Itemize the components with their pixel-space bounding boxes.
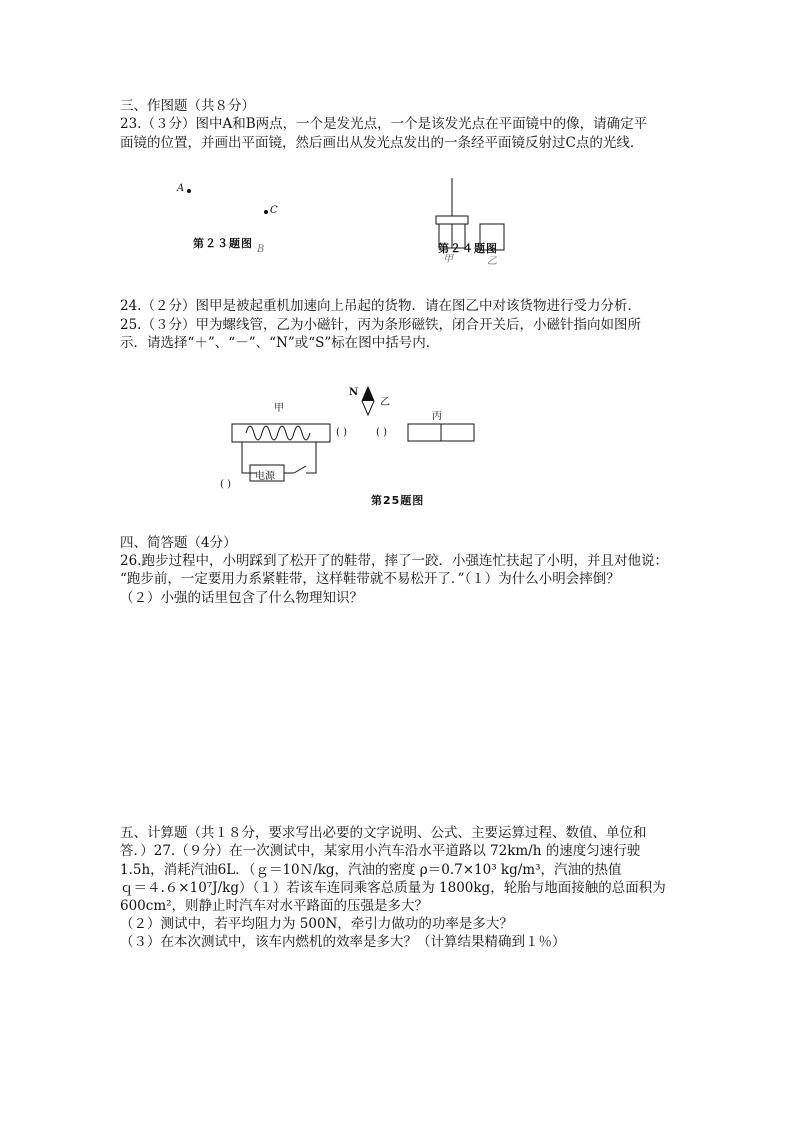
point-c-dot [264, 210, 268, 214]
q23-line1: 23.（３分）图中A和B两点，一个是发光点，一个是该发光点在平面镜中的像，请确定平 [120, 116, 648, 132]
point-a-dot [187, 189, 191, 193]
q24-text: 24.（２分）图甲是被起重机加速向上吊起的货物．请在图乙中对该货物进行受力分析． [120, 298, 641, 314]
q26-line3: （２）小强的话里包含了什么物理知识？ [120, 590, 363, 606]
figure-25-caption: 第25题图 [371, 494, 425, 507]
q27-line7: （３）在本次测试中，该车内燃机的效率是多大？（计算结果精确到１％） [120, 934, 566, 950]
section5-title-line2: 答．）27.（９分）在一次测试中，某家用小汽车沿水平道路以 72km/h 的速度匀速行驶 [120, 843, 641, 859]
q27-line3: 1.5h，消耗汽油6L．（ｇ＝10Ｎ/kg，汽油的密度 ρ＝0.7×10³ kg/m³，汽油的热值 [120, 862, 622, 878]
figure-25-label-bing: 丙 [432, 411, 442, 422]
q27-line5: 600cm²，则静止时汽车对水平路面的压强是多大？ [120, 898, 429, 914]
figure-25-label-jia: 甲 [274, 403, 284, 414]
figure-23-caption: 第２３题图 [193, 237, 253, 250]
q27-line4: ｑ＝４.６×10⁷J/kg）（１）若该车连同乘客总质量为 1800kg，轮胎与地面接触的总面积为 [120, 880, 666, 896]
figure-25-label-n: N [349, 387, 359, 398]
q23-line2: 面镜的位置，并画出平面镜，然后画出从发光点发出的一条经平面镜反射过C点的光线． [120, 135, 644, 151]
section5-title-line1: 五、计算题（共１８分，要求写出必要的文字说明、公式、主要运算过程、数值、单位和 [120, 825, 647, 841]
q26-line1: 26.跑步过程中，小明踩到了松开了的鞋带，摔了一跤．小强连忙扶起了小明，并且对他说： [120, 553, 668, 569]
figure-25 [218, 383, 488, 498]
q26-line2: “跑步前，一定要用力系紧鞋带，这样鞋带就不易松开了．”（１）为什么小明会摔倒？ [120, 571, 620, 587]
point-a-label: A [177, 183, 185, 194]
q25-line1: 25.（３分）甲为螺线管，乙为小磁针，丙为条形磁铁，闭合开关后，小磁针指向如图所 [120, 317, 641, 333]
figure-25-paren-magnet-left: ( ) [376, 427, 387, 438]
point-c-label: C [270, 205, 278, 216]
figure-25-paren-solenoid-right: ( ) [336, 427, 347, 438]
q27-line6: （２）测试中，若平均阻力为 500N，牵引力做功的功率是多大？ [120, 916, 513, 932]
q25-line2: 示．请选择“＋”、“－”、“N”或“S”标在图中括号内． [120, 335, 440, 351]
section4-title: 四、简答题（4分） [120, 535, 237, 551]
point-b-label: B [257, 244, 265, 255]
figure-24-caption: 第２４题图 [438, 242, 498, 255]
figure-25-paren-power: ( ) [220, 479, 231, 490]
figure-24-label-jia: 甲 [443, 254, 453, 265]
section3-title: 三、作图题（共８分） [120, 98, 255, 114]
figure-24-label-yi: 乙 [487, 256, 497, 267]
figure-25-power-label: 电源 [255, 471, 275, 482]
figure-25-label-yi: 乙 [380, 397, 390, 408]
